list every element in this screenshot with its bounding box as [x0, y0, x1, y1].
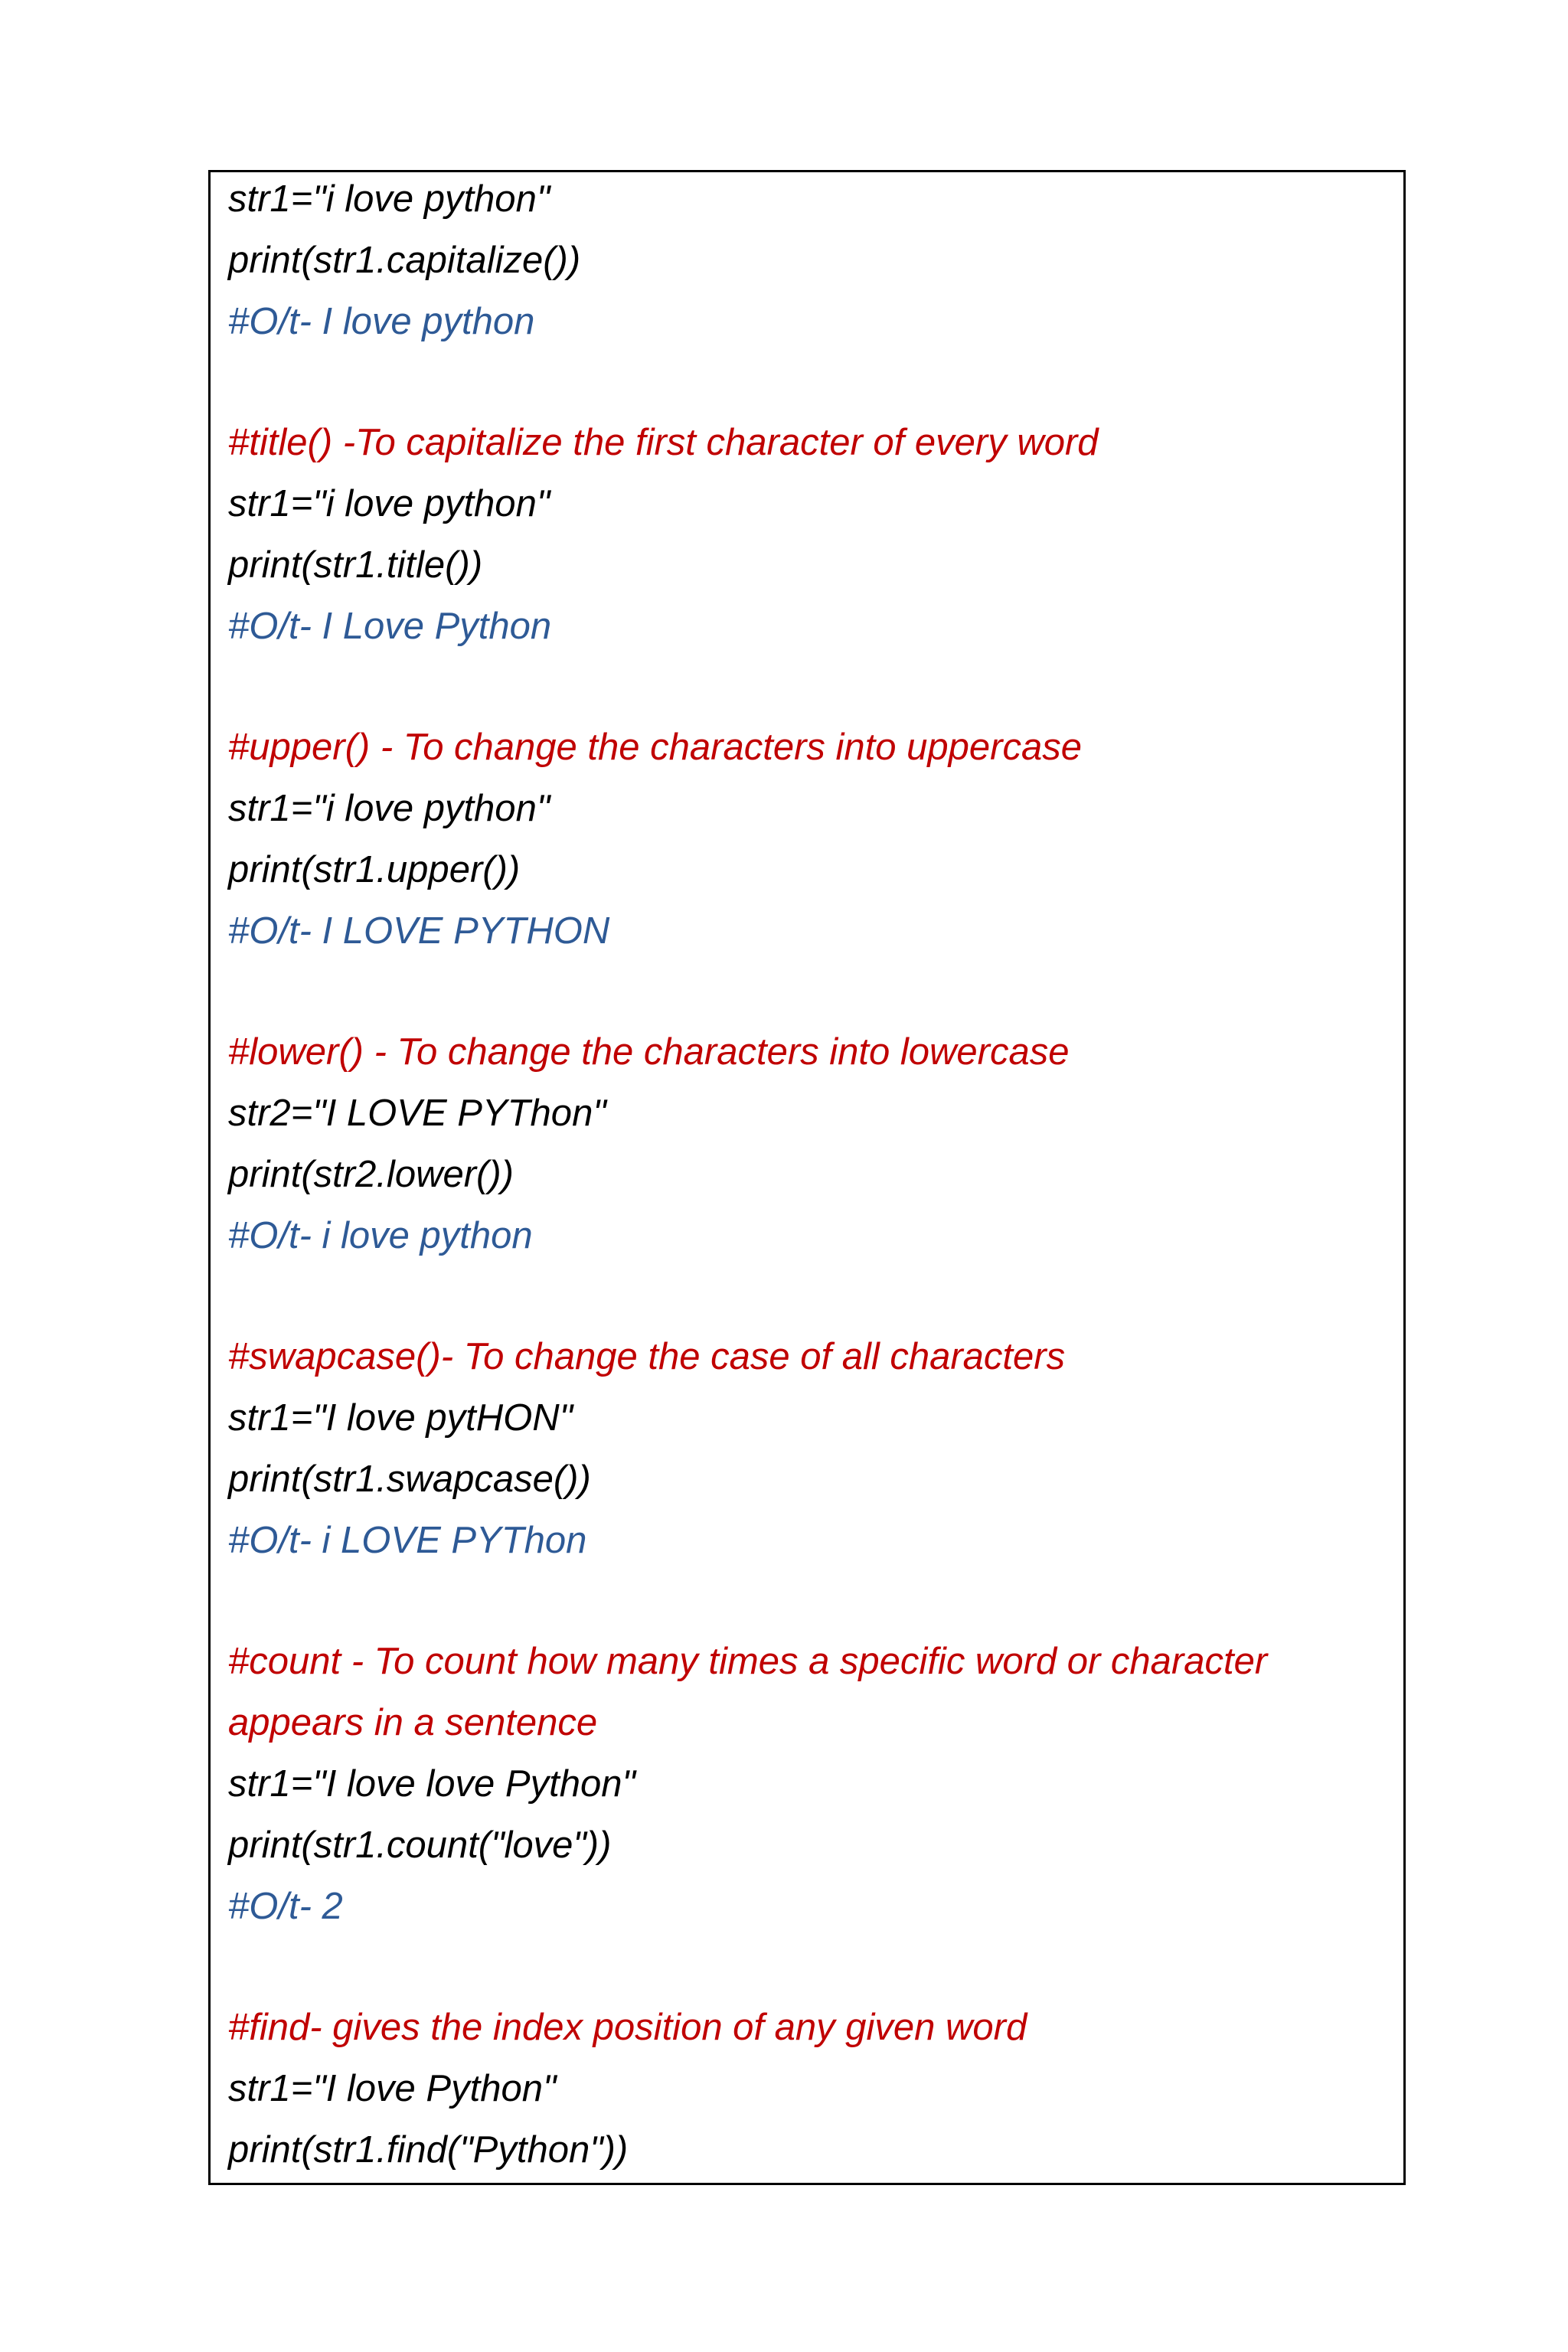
code-line: str1="I love love Python" — [228, 1763, 635, 1805]
comment-line: #upper() - To change the characters into uppercase — [228, 727, 1082, 768]
code-line: str1="i love python" — [228, 788, 550, 829]
code-line: str1="I love Python" — [228, 2068, 557, 2109]
code-line: print(str1.count("love")) — [228, 1824, 612, 1866]
code-line: print(str2.lower()) — [228, 1154, 514, 1195]
output-line: #O/t- 2 — [228, 1886, 343, 1927]
comment-line: #count - To count how many times a specific word or character — [228, 1641, 1268, 1682]
comment-line: #lower() - To change the characters into lowercase — [228, 1031, 1070, 1073]
comment-line: appears in a sentence — [228, 1702, 598, 1743]
comment-line: #title() -To capitalize the first character of every word — [228, 422, 1099, 463]
output-line: #O/t- I Love Python — [228, 606, 552, 647]
comment-line: #swapcase()- To change the case of all characters — [228, 1336, 1066, 1377]
code-line: str1="i love python" — [228, 483, 550, 524]
code-line: str1="I love pytHON" — [228, 1397, 573, 1439]
code-line: print(str1.upper()) — [228, 849, 521, 890]
output-line: #O/t- I love python — [228, 301, 535, 342]
output-line: #O/t- I LOVE PYTHON — [228, 910, 610, 952]
code-line: print(str1.find("Python")) — [228, 2129, 629, 2171]
code-line: str2="I LOVE PYThon" — [228, 1093, 606, 1134]
code-line: print(str1.swapcase()) — [228, 1459, 591, 1500]
output-line: #O/t- i love python — [228, 1215, 533, 1256]
code-line: print(str1.capitalize()) — [228, 240, 581, 281]
code-line: print(str1.title()) — [228, 544, 483, 586]
code-line: str1="i love python" — [228, 178, 550, 220]
comment-line: #find- gives the index position of any given word — [228, 2007, 1027, 2048]
output-line: #O/t- i LOVE PYThon — [228, 1520, 587, 1561]
